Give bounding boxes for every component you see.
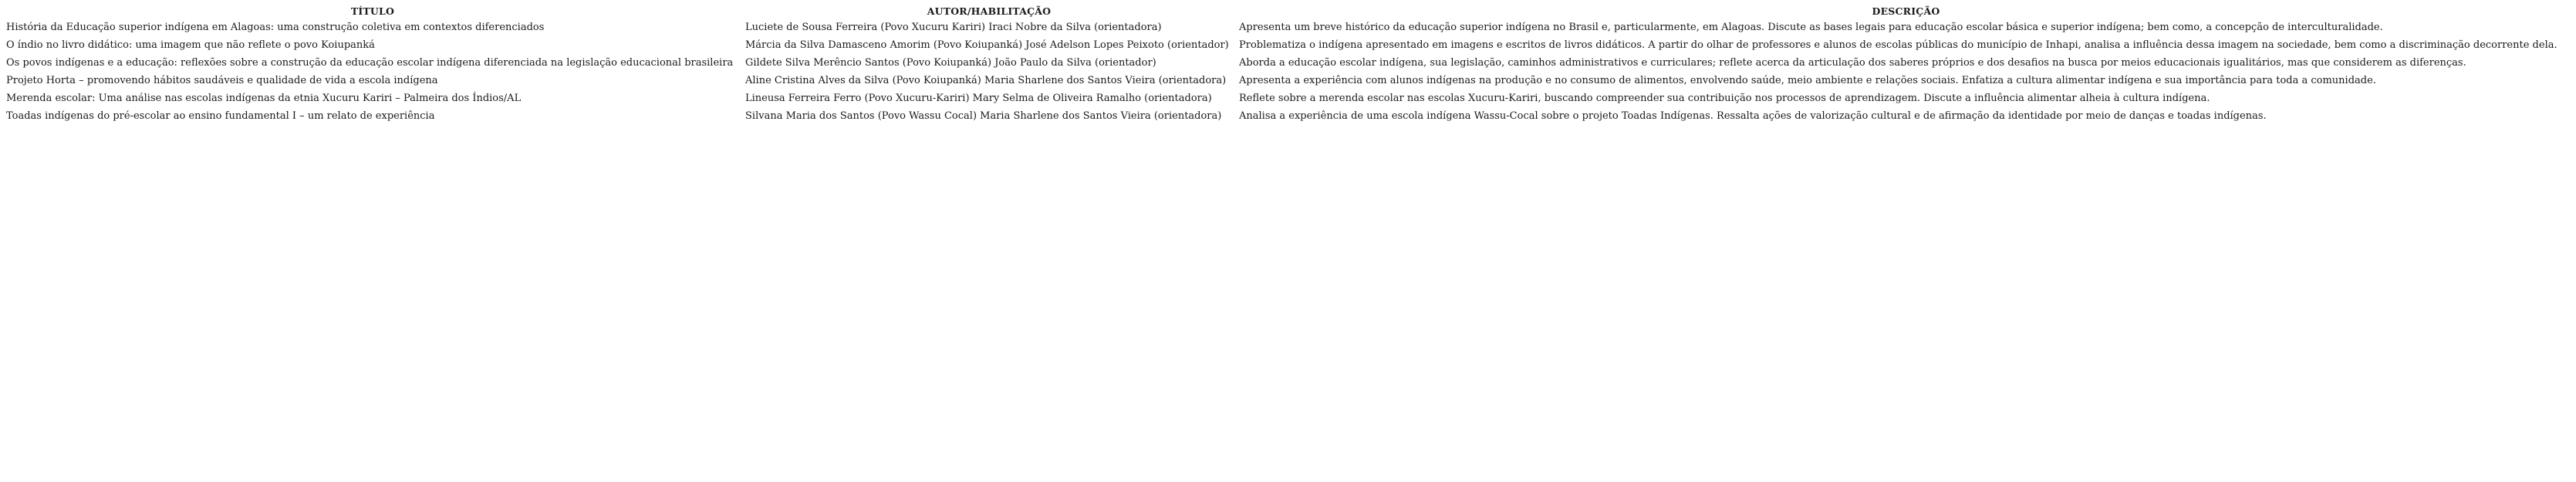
cell-title: Projeto Horta – promovendo hábitos saudáveis e qualidade de vida a escola indígena xyxy=(6,75,438,86)
cell-description: Analisa a experiência de uma escola indígena Wassu-Cocal sobre o projeto Toadas Indígenas. Ressalta ações de valorização cultural e de afirmação da identidade por meio de danças e toadas indígenas. xyxy=(1239,110,2267,122)
cell-author: Lineusa Ferreira Ferro (Povo Xucuru-Kariri) Mary Selma de Oliveira Ramalho (orientadora) xyxy=(745,93,1212,104)
cell-title: O índio no livro didático: uma imagem que não reflete o povo Koiupanká xyxy=(6,39,375,51)
cell-author: Márcia da Silva Damasceno Amorim (Povo Koiupanká) José Adelson Lopes Peixoto (orientador) xyxy=(745,39,1229,51)
column-header-description: DESCRIÇÃO xyxy=(1872,5,1940,17)
table-row xyxy=(3,72,2576,89)
document-table xyxy=(3,5,2576,125)
cell-description: Aborda a educação escolar indígena, sua legislação, caminhos administrativos e curriculares; reflete acerca da articulação dos saberes próprios e dos desafios na busca por meios educacionais igualitários, mas que considerem as diferenças. xyxy=(1239,57,2466,69)
cell-description: Apresenta a experiência com alunos indígenas na produção e no consumo de alimentos, envolvendo saúde, meio ambiente e relações sociais. Enfatiza a cultura alimentar indígena e sua importância para toda a comunidade. xyxy=(1239,75,2376,86)
cell-description: Reflete sobre a merenda escolar nas escolas Xucuru-Kariri, buscando compreender sua contribuição nos processos de aprendizagem. Discute a influência alimentar alheia à cultura indígena. xyxy=(1239,93,2210,104)
cell-description: Apresenta um breve histórico da educação superior indígena no Brasil e, particularmente, em Alagoas. Discute as bases legais para educação escolar básica e superior indígena; bem como, a concepção de interculturalidade. xyxy=(1239,22,2383,33)
table-body xyxy=(3,19,2576,125)
column-header-author: AUTOR/HABILITAÇÃO xyxy=(927,5,1052,17)
table-row xyxy=(3,54,2576,72)
cell-author: Gildete Silva Merêncio Santos (Povo Koiupanká) João Paulo da Silva (orientador) xyxy=(745,57,1156,69)
table-row xyxy=(3,19,2576,36)
cell-title: Toadas indígenas do pré-escolar ao ensino fundamental I – um relato de experiência xyxy=(6,110,435,122)
cell-title: História da Educação superior indígena em Alagoas: uma construção coletiva em contextos diferenciados xyxy=(6,22,545,33)
table-row xyxy=(3,107,2576,125)
cell-author: Silvana Maria dos Santos (Povo Wassu Cocal) Maria Sharlene dos Santos Vieira (orientadora) xyxy=(745,110,1222,122)
cell-title: Merenda escolar: Uma análise nas escolas indígenas da etnia Xucuru Kariri – Palmeira dos Índios/AL xyxy=(6,93,522,104)
cell-author: Luciete de Sousa Ferreira (Povo Xucuru Kariri) Iraci Nobre da Silva (orientadora) xyxy=(745,22,1162,33)
column-header-title: TÍTULO xyxy=(350,5,395,17)
cell-author: Aline Cristina Alves da Silva (Povo Koiupanká) Maria Sharlene dos Santos Vieira (orientadora) xyxy=(745,75,1227,86)
table-row xyxy=(3,36,2576,54)
table-header xyxy=(3,5,2576,19)
table-header-row xyxy=(3,5,2576,19)
cell-title: Os povos indígenas e a educação: reflexões sobre a construção da educação escolar indígena diferenciada na legislação educacional brasileira xyxy=(6,57,734,69)
table-row xyxy=(3,89,2576,107)
cell-description: Problematiza o indígena apresentado em imagens e escritos de livros didáticos. A partir do olhar de professores e alunos de escolas públicas do município de Inhapi, analisa a influência dessa imagem na sociedade, bem como a discriminação decorrente dela. xyxy=(1239,39,2557,51)
